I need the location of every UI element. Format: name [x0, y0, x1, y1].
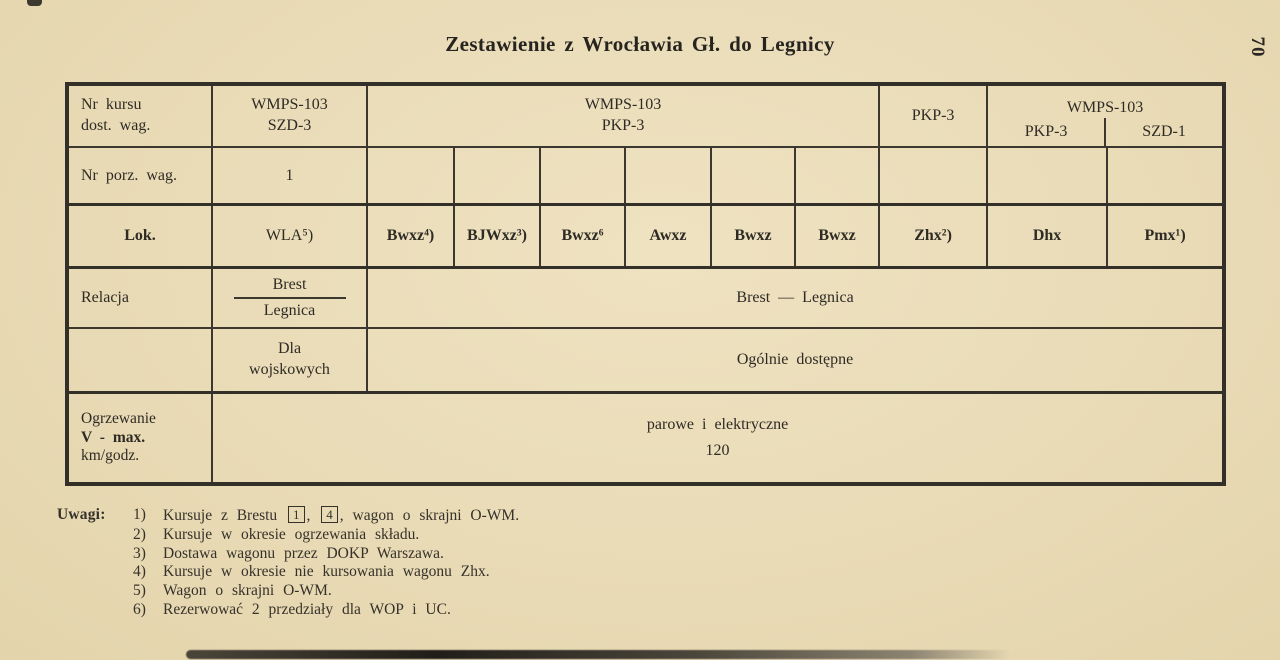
- lok-cell: Zhx²): [879, 205, 987, 268]
- scan-artifact-band: [186, 650, 1010, 659]
- empty-cell: [67, 328, 212, 393]
- footnote-text: Rezerwować 2 przedziały dla WOP i UC.: [163, 600, 451, 618]
- empty-cell: [987, 147, 1107, 205]
- dostep-line1: Dla: [277, 340, 302, 358]
- composition-table: [65, 82, 1226, 486]
- row-lok: [67, 205, 1224, 268]
- relacja-origin: Brest: [272, 276, 307, 293]
- footnote-4: [57, 563, 717, 582]
- footnote-3: [57, 545, 717, 564]
- footnote-text: Kursuje w okresie ogrzewania składu.: [163, 525, 420, 543]
- nr-kursu-label: [67, 84, 212, 147]
- empty-cell: [454, 147, 540, 205]
- footnote-number: 2): [133, 525, 146, 543]
- empty-cell: [879, 147, 987, 205]
- vmax-value: 120: [705, 442, 730, 459]
- heating-type: parowe i elektryczne: [646, 416, 789, 434]
- empty-cell: [367, 147, 454, 205]
- dostep-line2: wojskowych: [249, 361, 330, 378]
- footnote-number: 5): [133, 582, 146, 600]
- empty-cell: [711, 147, 795, 205]
- dostep-span: Ogólnie dostępne: [367, 328, 1224, 393]
- kurs-span-pkp3: PKP-3: [601, 117, 645, 134]
- lok-cell: Bwxz: [711, 205, 795, 268]
- footnote-text: Kursuje w okresie nie kursowania wagonu Zhx.: [163, 563, 490, 581]
- lok-cell: Awxz: [625, 205, 711, 268]
- lok-cell: Bwxz⁴): [367, 205, 454, 268]
- empty-cell: [795, 147, 879, 205]
- vmax-line: V - max.: [81, 428, 146, 446]
- empty-cell: [540, 147, 625, 205]
- kmgodz-line: km/godz.: [81, 447, 140, 465]
- footnote-6: [57, 601, 717, 620]
- nr-porz-value: 1: [212, 147, 367, 205]
- uwagi-heading: Uwagi:: [57, 506, 106, 523]
- relacja-destination: Legnica: [263, 302, 316, 319]
- footnote-5: [57, 582, 717, 601]
- kurs-szd3: SZD-3: [267, 117, 312, 134]
- footnote-2: [57, 526, 717, 545]
- lok-cell: Bwxz⁶: [540, 205, 625, 268]
- scan-speck: [27, 0, 42, 6]
- lok-cell: Pmx¹): [1107, 205, 1224, 268]
- boxed-number-1: 1: [288, 506, 305, 523]
- row-dostepnosc: [67, 328, 1224, 393]
- boxed-number-4: 4: [321, 506, 338, 523]
- relacja-span: Brest — Legnica: [367, 268, 1224, 329]
- nr-kursu-label-line2: dost. wag.: [81, 117, 151, 134]
- kurs-cell-pkp3: PKP-3: [879, 84, 987, 147]
- lok-label: Lok.: [67, 205, 212, 268]
- relacja-label: Relacja: [67, 268, 212, 329]
- kurs-cell-szd3: [212, 84, 367, 147]
- footnote-text: Dostawa wagonu przez DOKP Warszawa.: [163, 544, 444, 562]
- empty-cell: [1107, 147, 1224, 205]
- relacja-fraction-cell: [212, 268, 367, 329]
- footnote-number: 1): [133, 506, 146, 523]
- ogrzewanie-line1: Ogrzewanie: [81, 409, 156, 427]
- ogrzewanie-label: [67, 393, 212, 485]
- row-relacja: [67, 268, 1224, 329]
- page-number: 70: [1247, 36, 1268, 58]
- kurs-span-wmps: WMPS-103: [584, 96, 662, 114]
- row-nr-porz: [67, 147, 1224, 205]
- ogrzewanie-value-cell: [212, 393, 1224, 485]
- kurs-cell-pkp3-span: [367, 84, 879, 147]
- footnote-number: 3): [133, 544, 146, 562]
- footnote-text: Kursuje z Brestu 1 , 4 , wagon o skrajni O-WM.: [163, 507, 520, 524]
- footnote-text: Wagon o skrajni O-WM.: [163, 582, 332, 600]
- lok-cell: BJWxz³): [454, 205, 540, 268]
- footnote-1: [57, 506, 717, 526]
- footnote-number: 4): [133, 563, 146, 581]
- row-ogrzewanie: [67, 393, 1224, 485]
- empty-cell: [625, 147, 711, 205]
- kurs-cell-right-split: [987, 84, 1224, 147]
- kurs-right-wmps: WMPS-103: [1066, 98, 1144, 116]
- lok-cell: Bwxz: [795, 205, 879, 268]
- row-nr-kursu: [67, 84, 1224, 147]
- kurs-right-szd1: SZD-1: [1142, 122, 1186, 140]
- lok-cell: WLA⁵): [212, 205, 367, 268]
- page-title: Zestawienie z Wrocławia Gł. do Legnicy: [445, 32, 835, 56]
- fraction-bar: [234, 297, 346, 299]
- nr-porz-label: Nr porz. wag.: [67, 147, 212, 205]
- footnote-number: 6): [133, 600, 146, 618]
- lok-cell: Dhx: [987, 205, 1107, 268]
- kurs-wmps: WMPS-103: [251, 96, 328, 114]
- nr-kursu-label-line1: Nr kursu: [81, 96, 142, 114]
- footnotes: [57, 506, 717, 620]
- kurs-right-pkp3: PKP-3: [988, 118, 1106, 146]
- dostep-military-cell: [212, 328, 367, 393]
